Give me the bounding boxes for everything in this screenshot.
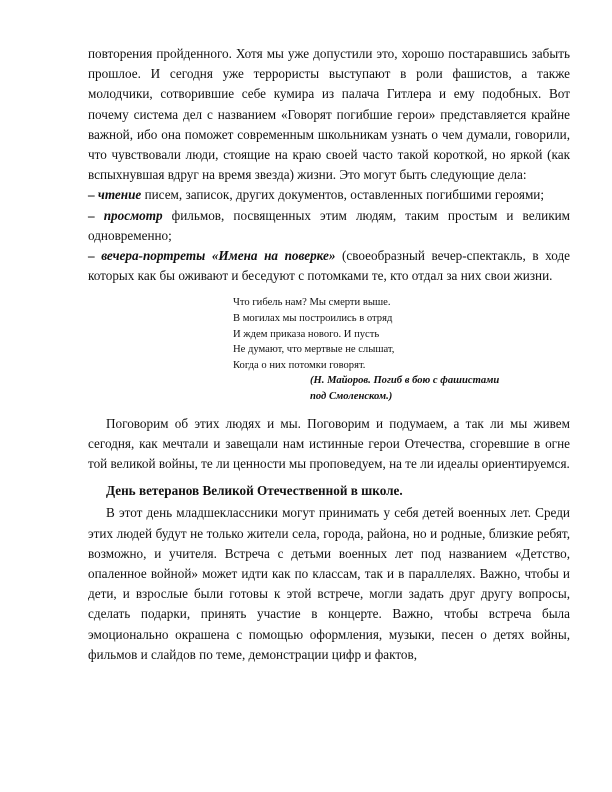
list-item-viewing [88,206,570,246]
list-dash: – [88,207,104,223]
list-item-evenings [88,246,570,286]
list-term: вечера-портреты «Имена на поверке» [101,248,336,264]
list-item-reading [88,185,570,205]
poem-line: Что гибель нам? Мы смерти выше. [233,297,391,309]
poem-source: под Смоленском.) [310,391,393,402]
list-term: просмотр [103,207,163,223]
list-text: (своеобразный вечер-спектакль, в ходе которых как бы оживают и беседуют с потомками те, кто отдал за них свои жизни. [88,248,571,284]
poem-line: Не думают, что мертвые не слышат, [233,344,395,356]
poem-line: В могилах мы построились в отряд [233,313,393,325]
poem-block [233,295,570,404]
paragraph-veterans-day: В этот день младшеклассники могут принимать у себя детей военных лет. Среди этих людей будут не только жители села, города, района, но и родные, близкие ребят, возможно, и учителя. Встреча с детьми военных лет под названием «Детство, опаленное войной» может идти как по классам, так и в параллелях. Важно, чтобы и дети, и взрослые были готовы к этой встрече, могли задать друг другу вопросы, сделать подарки, принять участие в концерте. Важно, чтобы встреча была эмоционально окрашена с помощью оформления, музыки, песен о детях войны, фильмов и слайдов по теме, демонстрации цифр и фактов, [88,505,570,662]
list-dash: – [88,187,98,203]
poem-line: И ждем приказа нового. И пусть [233,328,380,340]
section-heading: День ветеранов Великой Отечественной в школе. [106,483,403,499]
list-text: писем, записок, других документов, оставленных погибшими героями; [141,187,545,203]
poem-source: (Н. Майоров. Погиб в бою с фашистами [310,375,500,387]
document-page [88,44,570,665]
list-text: фильмов, посвященных этим людям, таким простым и великим одновременно; [88,207,571,243]
intro-paragraph: повторения пройденного. Хотя мы уже допустили это, хорошо постаравшись забыть прошлое. И сегодня уже террористы выступают в роли фашистов, а также молодчики, сотворившие себе кумира из палача Гитлера и ему подобных. Вот почему система дел с названием «Говорят погибшие герои» представляется крайне важной, ибо она поможет современным школьникам узнать о чем думали, говорили, что чувствовали люди, стоящие на краю своей часто такой короткой, но яркой (как вспыхнувшая вдруг на время звезда) жизни. Это могут быть следующие дела: [88,46,570,183]
paragraph-heroes: Поговорим об этих людях и мы. Поговорим и подумаем, а так ли мы живем сегодня, как мечтали и завещали нам истинные герои Отечества, сгоревшие в огне той великой войны, те ли ценности мы проповедуем, на те ли идеалы ориентируемся. [88,415,570,471]
list-dash: – [88,248,102,264]
list-term: чтение [97,187,142,203]
poem-line: Когда о них потомки говорят. [233,359,366,371]
